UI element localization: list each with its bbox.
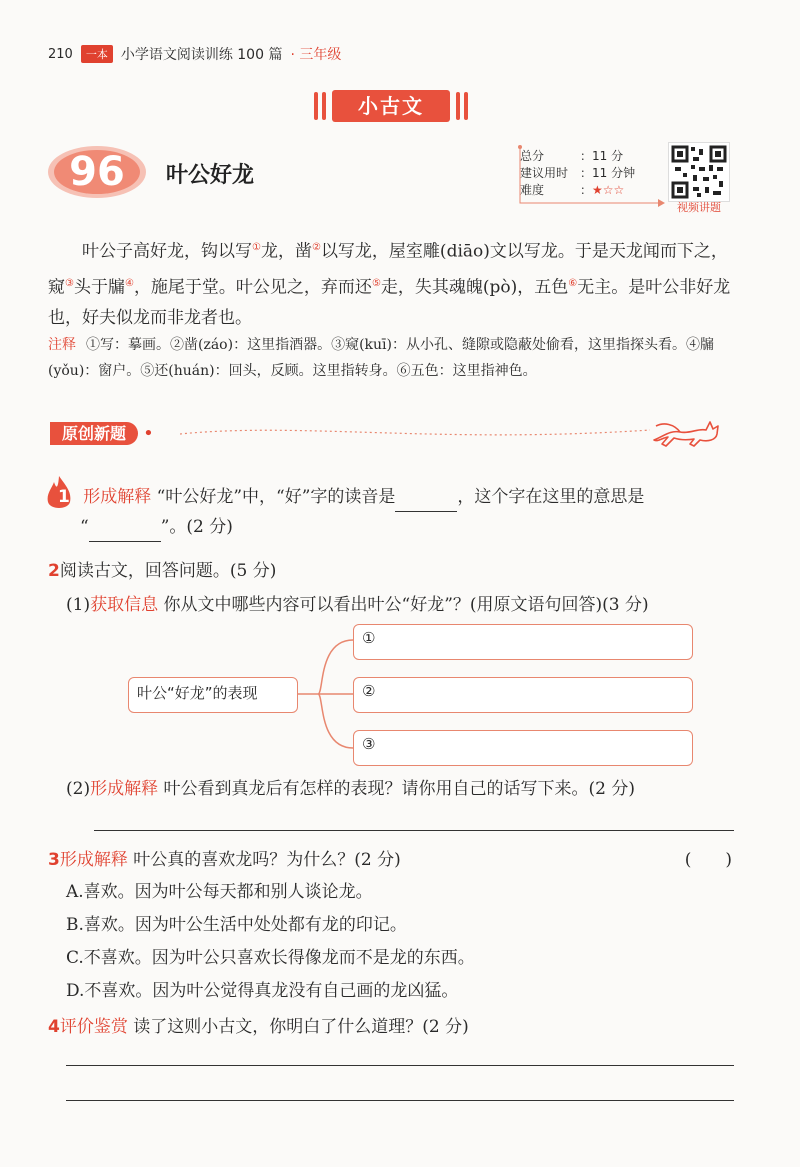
note-marker: ③ xyxy=(65,277,74,289)
qr-code-icon[interactable] xyxy=(668,142,730,202)
passage-text: ，施尾于堂。叶公见之，弃而还 xyxy=(133,277,372,298)
answer-box-label: ② xyxy=(362,682,376,700)
question-text: 叶公真的喜欢龙吗？为什么？(2 分) xyxy=(133,850,401,870)
question-text: 读了这则小古文，你明白了什么道理？(2 分) xyxy=(133,1017,469,1037)
passage-text: 头于牖 xyxy=(73,277,125,298)
difficulty-colon: ： xyxy=(580,183,593,197)
difficulty-label: 难度 xyxy=(520,183,545,197)
section-banner xyxy=(310,86,472,130)
question-tag: 形成解释 xyxy=(59,850,128,870)
option-d[interactable]: D.不喜欢。因为叶公觉得真龙没有自己画的龙凶猛。 xyxy=(66,981,459,1001)
question-text: 你从文中哪些内容可以看出叶公“好龙”？(用原文语句回答)(3 分) xyxy=(163,595,649,615)
time-label: 建议用时 xyxy=(520,166,569,180)
answer-choice-box[interactable]: ( ) xyxy=(684,850,732,870)
question-3 xyxy=(48,845,738,875)
annotations xyxy=(48,332,738,384)
answer-blank-meaning[interactable] xyxy=(89,521,161,542)
answer-line[interactable] xyxy=(66,1100,734,1101)
notes-text: ①写：摹画。②凿(záo)：这里指酒器。③窥(kuī)：从小孔、缝隙或隐蔽处偷看，这里指探头看。④牖(yǒu)：窗户。⑤还(huán)：回头，反顾。这里指转身。⑥五色：这里指神色。 xyxy=(48,337,714,379)
lesson-number-badge xyxy=(48,146,148,200)
page-header xyxy=(48,44,341,64)
lesson-title: 叶公好龙 xyxy=(166,162,255,188)
cat-icon xyxy=(650,410,730,450)
book-title: 小学语文阅读训练 100 篇 xyxy=(120,47,283,63)
notes-label: 注释 xyxy=(48,337,76,353)
sub-number: (2) xyxy=(66,779,91,799)
page-number: 210 xyxy=(48,46,73,62)
note-marker: ① xyxy=(252,242,261,253)
question-number: 4 xyxy=(48,1017,60,1037)
answer-box-3[interactable] xyxy=(353,730,693,766)
passage-text: 以写龙，屋室雕(diāo)文以写龙。于是天龙闻而下之，窥 xyxy=(48,241,728,298)
answer-box-1[interactable] xyxy=(353,624,693,660)
question-2-part-1 xyxy=(66,590,649,620)
question-number: 3 xyxy=(48,850,60,870)
answer-box-label: ① xyxy=(362,629,376,647)
section-title: 小古文 xyxy=(332,90,450,122)
question-4 xyxy=(48,1012,469,1042)
question-number: 1 xyxy=(58,487,70,507)
question-2-part-2 xyxy=(66,774,635,804)
mind-map-center xyxy=(128,677,298,713)
lesson-number: 96 xyxy=(69,149,125,195)
question-text: ”。(2 分) xyxy=(160,517,233,537)
new-questions-header: 原创新题 • xyxy=(50,421,154,451)
question-text: “ xyxy=(80,517,89,537)
passage-text: 走，失其魂魄(pò)，五色 xyxy=(380,277,569,298)
time-value: ：11 分钟 xyxy=(580,166,636,180)
answer-line[interactable] xyxy=(94,830,734,831)
total-score-value: ：11 分 xyxy=(580,149,624,163)
answer-blank-pinyin[interactable] xyxy=(395,491,457,512)
sub-number: (1) xyxy=(66,595,91,615)
question-tag: 评价鉴赏 xyxy=(59,1017,128,1037)
note-marker: ② xyxy=(311,242,321,253)
option-c[interactable]: C.不喜欢。因为叶公只喜欢长得像龙而不是龙的东西。 xyxy=(66,948,475,968)
answer-box-label: ③ xyxy=(362,735,376,753)
question-text: 叶公看到真龙后有怎样的表现？请你用自己的话写下来。(2 分) xyxy=(163,779,635,799)
total-score-label: 总分 xyxy=(520,149,545,163)
info-box xyxy=(520,148,660,199)
passage-text: 无主。是叶公非好龙也，好夫似龙而非龙者也。 xyxy=(48,277,731,329)
option-a[interactable]: A.喜欢。因为叶公每天都和别人谈论龙。 xyxy=(66,882,373,902)
decorative-dotted-line xyxy=(180,412,660,452)
note-marker: ④ xyxy=(124,277,134,289)
mind-map-center-label: 叶公“好龙”的表现 xyxy=(137,684,258,702)
difficulty-stars: ★☆☆ xyxy=(592,183,625,197)
option-b[interactable]: B.喜欢。因为叶公生活中处处都有龙的印记。 xyxy=(66,915,407,935)
question-text: ，这个字在这里的意思是 xyxy=(457,487,645,507)
question-number: 2 xyxy=(48,561,60,581)
question-2 xyxy=(48,556,276,586)
video-explain-label[interactable]: 视频讲题 xyxy=(677,201,721,214)
passage-text: 叶公子高好龙，钩以写 xyxy=(82,241,252,262)
question-tag: 获取信息 xyxy=(90,595,159,615)
passage-text: 龙，凿 xyxy=(260,241,312,262)
classical-passage xyxy=(48,232,738,334)
answer-box-2[interactable] xyxy=(353,677,693,713)
grade-label: · 三年级 xyxy=(290,47,342,63)
question-1 xyxy=(48,482,738,542)
note-marker: ⑤ xyxy=(371,277,381,289)
answer-line[interactable] xyxy=(66,1065,734,1066)
mind-map xyxy=(128,620,698,770)
question-tag: 形成解释 xyxy=(83,487,152,507)
question-tag: 形成解释 xyxy=(90,779,159,799)
new-questions-title: 原创新题 xyxy=(50,422,138,445)
question-text: 阅读古文，回答问题。(5 分) xyxy=(59,561,277,581)
brand-logo: 一本 xyxy=(81,45,113,63)
note-marker: ⑥ xyxy=(568,277,578,289)
question-text: “叶公好龙”中，“好”字的读音是 xyxy=(156,487,396,507)
